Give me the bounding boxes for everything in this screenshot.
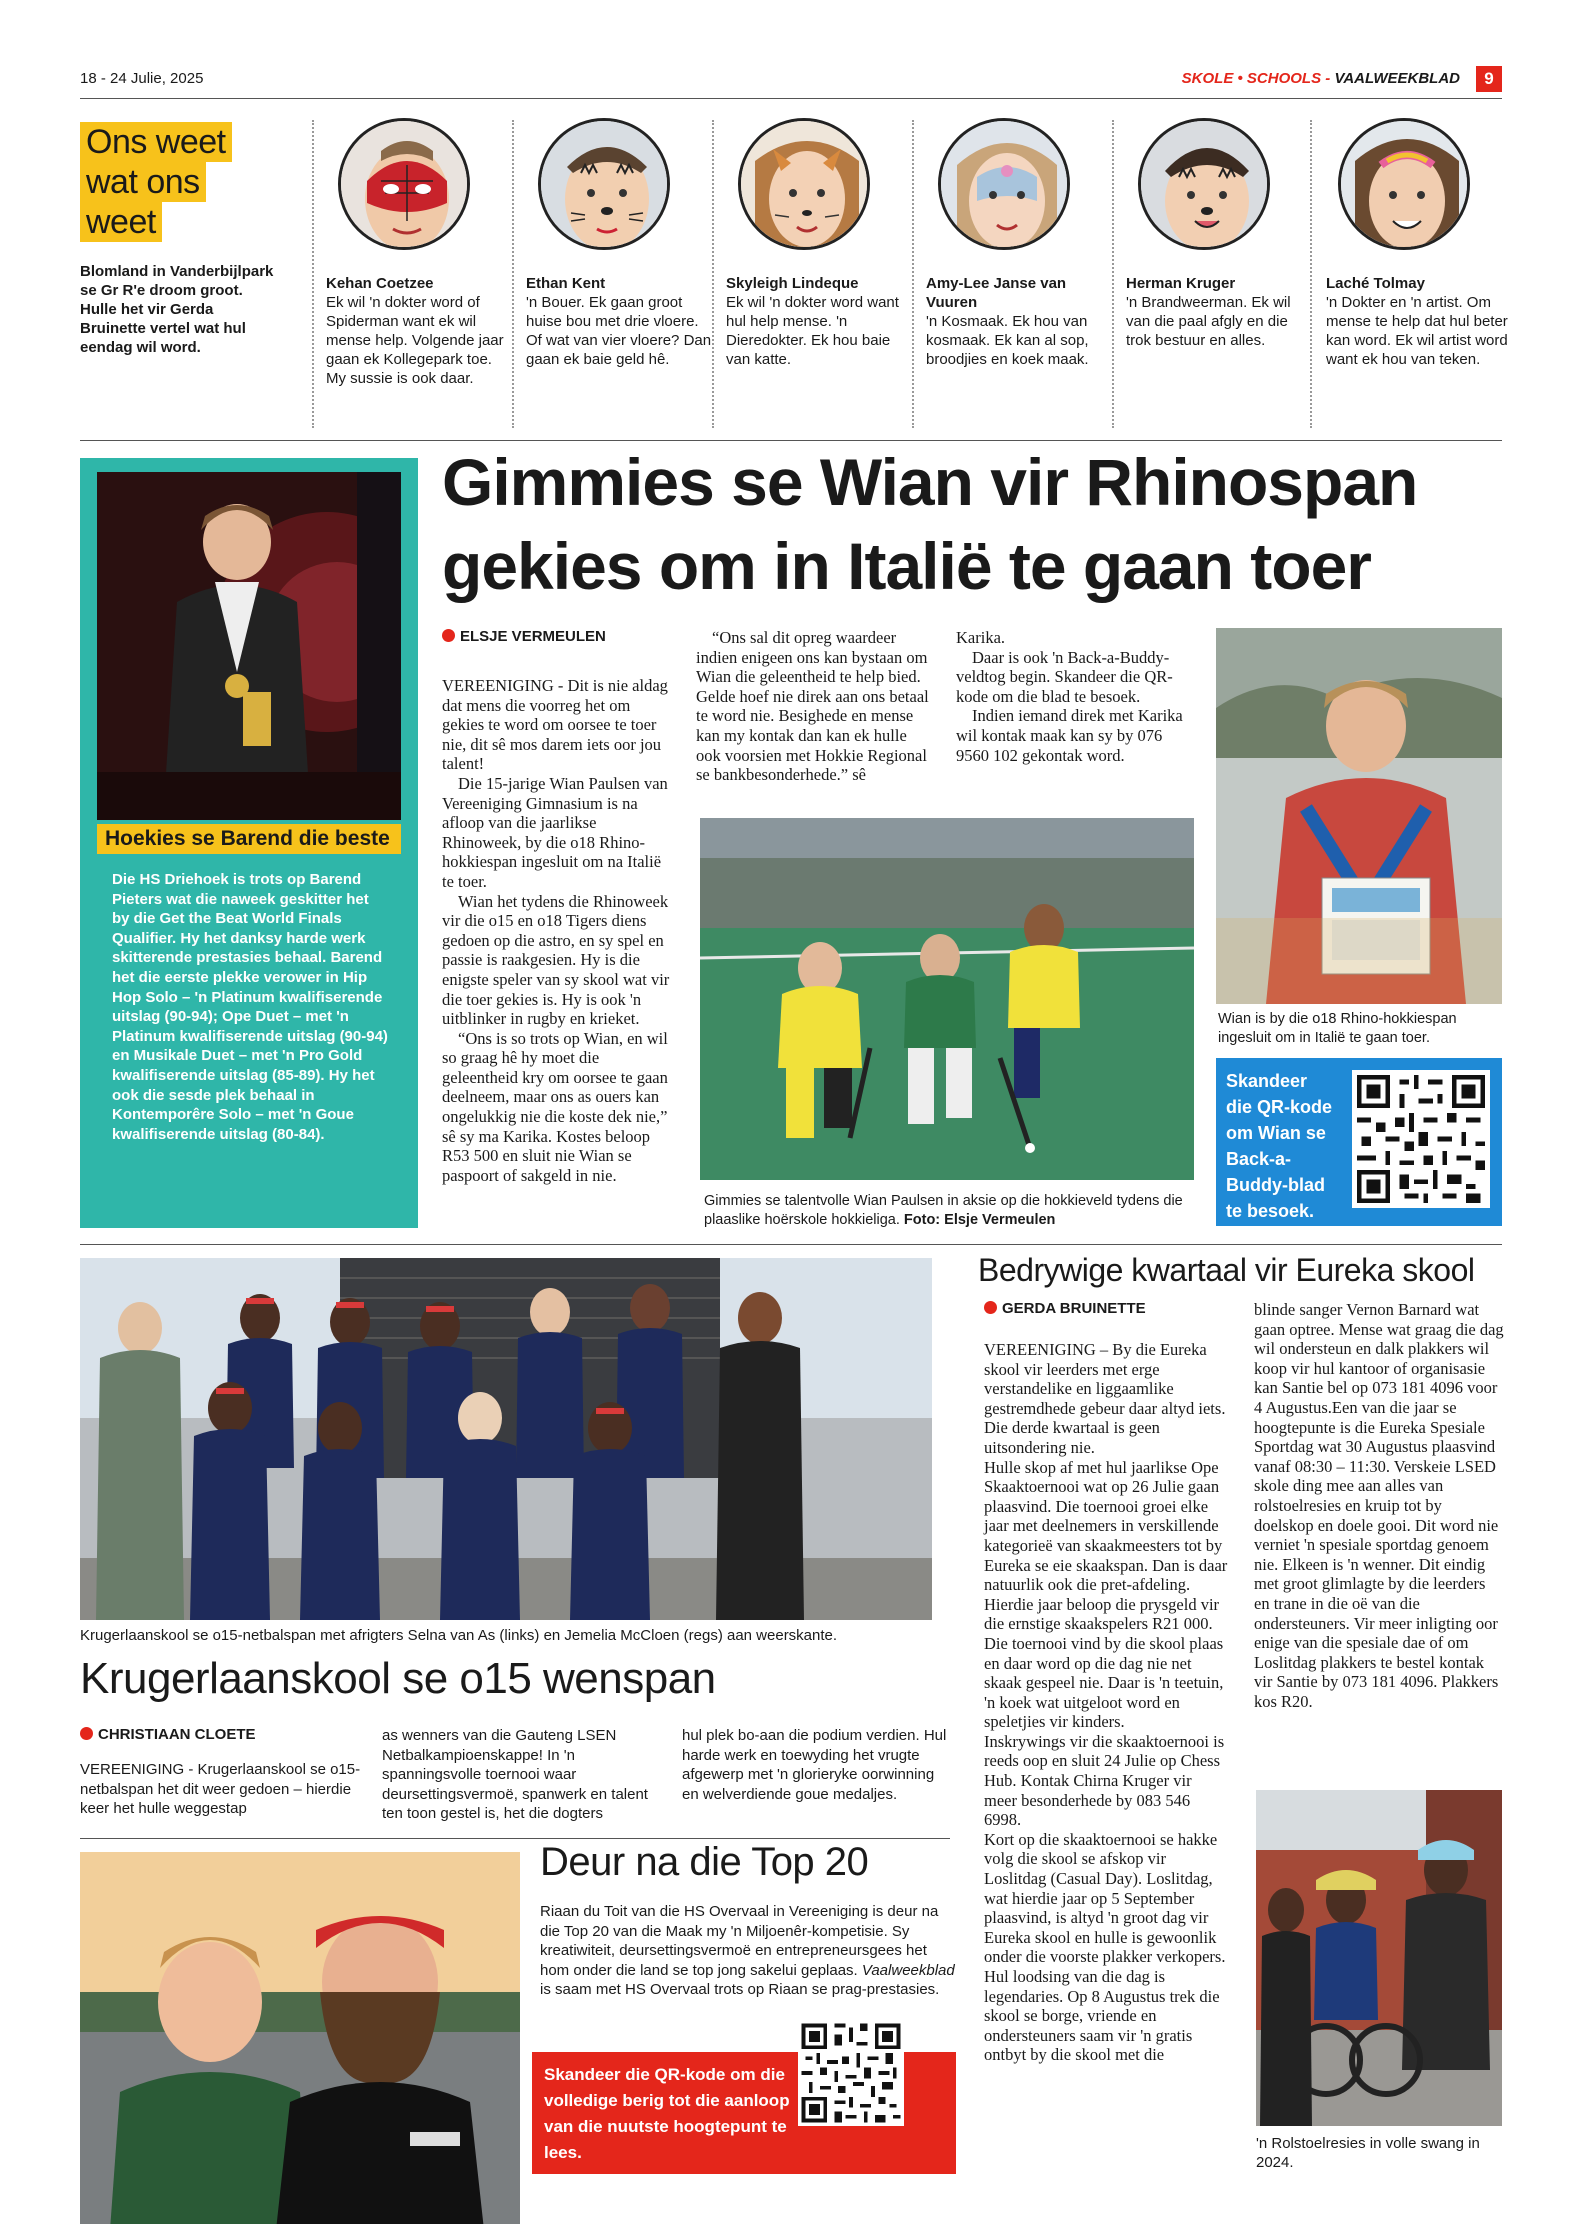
byline — [442, 628, 606, 645]
kid-photo — [738, 118, 870, 250]
header-rule — [80, 98, 1502, 99]
publication-name: Vaalweekblad — [861, 1961, 955, 1979]
page-number: 9 — [1476, 66, 1502, 92]
byline-author: CHRISTIAAN CLOETE — [98, 1726, 256, 1743]
article-paragraph: “Ons is so trots op Wian, en wil so graag hê hy moet die geleentheid kry om oorsee te gaan deelneem, maar ons as ouers kan ongelukkig nie die koste dek nie,” sê sy ma Karika. Kostes beloop R53 500 en sluit nie Wian se paspoort of sakgeld in nie. — [442, 1028, 668, 1185]
article-paragraph: VEREENIGING – By die Eureka skool vir leerders met erge verstandelike en liggaamlike gestremdhede gebeur daar altyd iets. Die derde kwartaal is geen uitsondering nie. — [984, 1340, 1226, 1457]
kid-name: Ethan Kent — [526, 275, 606, 292]
kid-profile — [926, 118, 1116, 369]
section-name: SKOLE • SCHOOLS - — [1181, 70, 1335, 87]
article-paragraph: Hul loodsing van die dag is legendaries. Op 8 Augustus trek die skool se borge, vriende en ondersteuners saam vir 'n gratis ontbyt by die skool met die — [984, 1967, 1220, 2065]
top20-headline: Deur na die Top 20 — [540, 1840, 869, 1884]
kid-quote: 'n Dokter en 'n artist. Om mense te help dat hul beter kan word. Ek wil artist word want ek hou van teken. — [1326, 294, 1508, 368]
kid-photo — [1138, 118, 1270, 250]
kid-profile — [726, 118, 916, 369]
article-paragraph: Daar is ook 'n Back-a-Buddy-veldtog begin. Skandeer die QR-kode om die blad te besoek. — [956, 647, 1173, 706]
sidebar-body: Die HS Driehoek is trots op Barend Pieters wat die naweek geskitter het by die Get the Beat World Finals Qualifier. Hy het danksy harde werk skitterende prestasies behaal. Barend het die eerste plekke verower in Hip Hop Solo – 'n Platinum kwalifiserende uitslag (90-94); Ope Duet – met 'n Platinum kwalifiserende uitslag (90-94) en Musikale Duet – met 'n Pro Gold kwalifiserende uitslag (85-89). Hy het ook die sesde plek behaal in Kontemporêre Solo – met 'n Goue kwalifiserende uitslag (80-84). — [112, 871, 388, 1143]
qr-callout-text: Skandeer die QR-kode om die volledige berig tot die aanloop van die nuutste hoogtepunt te lees. — [544, 2065, 790, 2162]
kids-feature-title — [80, 122, 260, 242]
article-paragraph: Kort op die skaaktoernooi se hakke volg die skool se afskop vir Loslitdag (Casual Day). Loslitdag, wat hierdie jaar op 5 September plaasvind, is altyd 'n groot dag vir Eureka skool en hulle is gewoonlik onder die voorste plakker verkopers. — [984, 1829, 1226, 1967]
section-rule — [80, 1244, 1502, 1245]
article-paragraph: Die 15-jarige Wian Paulsen van Vereeniging Gimnasium is na afloop van die jaarlikse Rhinoweek, by die o18 Rhino-hokkiespan ingesluit om na Italië te toer. — [442, 773, 668, 891]
article-paragraph: Karika. — [956, 628, 1006, 647]
hockey-caption-text: Gimmies se talentvolle Wian Paulsen in aksie op die hokkieveld tydens die plaaslike hoërskole hokkieliga. — [704, 1193, 1183, 1228]
article-paragraph: “Ons sal dit opreg waardeer indien enigeen ons kan bystaan om Wian die geleentheid te help bied. Gelde hoef nie direk aan ons betaal te word nie. Besighede en mense kan my kontak dan kan ek hulle ook voorsien met Hokkie Regional se bankbesonderhede.” sê — [696, 628, 929, 785]
qr-code-icon[interactable] — [798, 2020, 904, 2126]
qr-code-icon[interactable] — [1352, 1070, 1490, 1208]
sidebar-photo — [97, 472, 401, 820]
hockey-photo — [700, 818, 1194, 1180]
byline-dot-icon — [80, 1727, 93, 1740]
section-label — [1182, 70, 1460, 87]
article-column — [1254, 1300, 1504, 1711]
kid-quote: Ek wil 'n dokter word want hul help mense. 'n Dieredokter. Ek hou baie van katte. — [726, 294, 899, 368]
netball-headline: Krugerlaanskool se o15 wenspan — [80, 1654, 716, 1703]
kid-name: Skyleigh Lindeque — [726, 275, 859, 292]
netball-caption: Krugerlaanskool se o15-netbalspan met afrigters Selna van As (links) en Jemelia McCloen (regs) aan weerskante. — [80, 1627, 838, 1644]
wian-photo — [1216, 628, 1502, 1004]
kid-name: Amy-Lee Janse van Vuuren — [926, 275, 1067, 311]
byline-author: ELSJE VERMEULEN — [460, 628, 606, 645]
article-column — [696, 628, 930, 785]
kid-photo — [938, 118, 1070, 250]
kid-profile — [1126, 118, 1316, 350]
hockey-caption — [704, 1192, 1204, 1230]
qr-callout-text: Skandeer die QR-kode om Wian se Back-a-Buddy-blad te besoek. — [1226, 1071, 1333, 1221]
kids-title-line-2: wat ons — [80, 162, 206, 202]
kid-quote: 'n Kosmaak. Ek hou van kosmaak. Ek kan al sop, broodjies en koek maak. — [926, 313, 1089, 368]
kids-title-line-3: weet — [80, 202, 162, 242]
article-column — [956, 628, 1190, 765]
article-paragraph: Indien iemand direk met Karika wil kontak maak kan sy by 076 9560 102 gekontak word. — [956, 706, 1183, 765]
article-column: hul plek bo-aan die podium verdien. Hul harde werk en toewyding het vrugte afgewerp met 'n glorieryke oorwinning en welverdiende goue medaljes. — [682, 1727, 947, 1803]
eureka-caption: 'n Rolstoelresies in volle swang in 2024. — [1256, 2135, 1480, 2171]
issue-date: 18 - 24 Julie, 2025 — [80, 70, 204, 87]
kids-title-line-1: Ons weet — [80, 122, 232, 162]
article-paragraph: Hulle skop af met hul jaarlikse Ope Skaaktoernooi wat op 26 Julie gaan plaasvind. Die toernooi groei elke jaar met deelnemers in verskillende kategorieë van skaakmeesters tot by Eureka se eie skaakspan. Dan is daar natuurlik ook die pret-afdeling. — [984, 1457, 1228, 1595]
byline-dot-icon — [442, 629, 455, 642]
netball-team-photo — [80, 1258, 932, 1620]
kid-name: Kehan Coetzee — [326, 275, 434, 292]
kid-name: Herman Kruger — [1126, 275, 1236, 292]
wian-caption: Wian is by die o18 Rhino-hokkiespan ingesluit om in Italië te gaan toer. — [1218, 1011, 1457, 1046]
article-paragraph: Inskrywings vir die skaaktoernooi is reeds oop en sluit 24 Julie op Chess Hub. Kontak Chirna Kruger vir meer besonderhede by 083 546 6998. — [984, 1731, 1225, 1830]
article-column — [984, 1340, 1228, 2065]
kid-quote: 'n Bouer. Ek gaan groot huise bou met drie vloere. Of wat van vier vloere? Dan gaan ek baie geld hê. — [526, 294, 712, 368]
article-paragraph: blinde sanger Vernon Barnard wat gaan optree. Mense wat graag die dag wil ondersteun en dalk plakkers wil koop vir hul kantoor of organisasie kan Santie bel op 073 181 4096 voor 4 Augustus.Een van die jaar se hoogtepunte is die Eureka Spesiale Sportdag wat 30 Augustus plaasvind vanaf 08:30 – 11:30. Verskeie LSED skole ding mee aan alles van rolstoelresies en kruip tot by doelskop en doele gooi. Dit word nie verniet 'n spesiale sportdag genoem nie. Elkeen is 'n wenner. Dit eindig met groot glimlagte by die leerders en trane in die oë van die ondersteuners. Vir meer inligting oor enige van die spesiale dae of om Loslitdag plakkers te bestel kontak vir Santie by 073 181 4096. Plakkers kos R20. — [1254, 1300, 1504, 1711]
column-divider — [312, 120, 314, 428]
main-headline: Gimmies se Wian vir Rhinospan gekies om in Italië te gaan toer — [442, 445, 1418, 603]
kid-photo — [338, 118, 470, 250]
kid-profile — [1326, 118, 1516, 369]
article-column: as wenners van die Gauteng LSEN Netbalkampioenskappe! In 'n spanningsvolle toernooi waar deursettingsvermoë, spanwerk en talent ten toon gestel is, het die dogters — [382, 1727, 648, 1822]
top20-photo — [80, 1852, 520, 2224]
kid-quote: Ek wil 'n dokter word of Spiderman want ek wil mense help. Volgende jaar gaan ek Kollegepark toe. My sussie is ook daar. — [326, 294, 504, 387]
sidebar-heading: Hoekies se Barend die beste — [97, 824, 401, 854]
top20-body-text: Riaan du Toit van die HS Overvaal in Vereeniging is deur na die Top 20 van die Maak my 'n Miljoenêr-kompetisie. Sy kreatiwiteit, deursettingsvermoë en entrepreneursgees het hom onder die land se top jong sakelui geplaas. — [540, 1903, 939, 1979]
eureka-photo — [1256, 1790, 1502, 2126]
photo-credit: Foto: Elsje Vermeulen — [903, 1212, 1056, 1228]
kid-profile — [326, 118, 516, 388]
byline-author: GERDA BRUINETTE — [1002, 1300, 1146, 1317]
kid-photo — [1338, 118, 1470, 250]
kid-profile — [526, 118, 716, 369]
kid-quote: 'n Brandweerman. Ek wil van die paal afgly en die trok bestuur en alles. — [1126, 294, 1291, 349]
article-column — [442, 676, 672, 1185]
article-paragraph: Wian het tydens die Rhinoweek vir die o15 en o18 Tigers diens gedoen op die astro, en sy spel en passie is raakgesien. Hy is die enigste speler van sy skool wat vir die toer gekies is. Hy is ook 'n uitblinker in rugby en krieket. — [442, 891, 670, 1029]
kids-feature-intro: Blomland in Vanderbijlpark se Gr R'e droom groot. Hulle het vir Gerda Bruinette vertel wat hul eendag wil word. — [80, 263, 274, 356]
kid-name: Laché Tolmay — [1326, 275, 1425, 292]
article-paragraph: Hierdie jaar beloop die prysgeld vir die ernstige skaakspelers R21 000. Die toernooi vind by die skool plaas en daar word op die dag nie net skaak gespeel nie. Daar is 'n teetuin, 'n koek wat uitgeloot word en speletjies vir kinders. — [984, 1594, 1224, 1732]
byline — [984, 1300, 1146, 1317]
publication-name: VAALWEEKBLAD — [1334, 70, 1460, 87]
article-column: VEREENIGING - Krugerlaanskool se o15-netbalspan het dit weer gedoen – hierdie keer het hulle weggestap — [80, 1761, 361, 1817]
byline-dot-icon — [984, 1301, 997, 1314]
eureka-headline: Bedrywige kwartaal vir Eureka skool — [978, 1252, 1475, 1288]
top20-body-text: is saam met HS Overvaal trots op Riaan se prag-prestasies. — [540, 1981, 940, 1998]
article-paragraph: VEREENIGING - Dit is nie aldag dat mens die voorreg het om gekies te word om oorsee te toer nie, dit sê mos darem iets oor jou talent! — [442, 676, 668, 774]
top20-body — [540, 1902, 960, 2000]
kid-photo — [538, 118, 670, 250]
byline — [80, 1726, 256, 1743]
